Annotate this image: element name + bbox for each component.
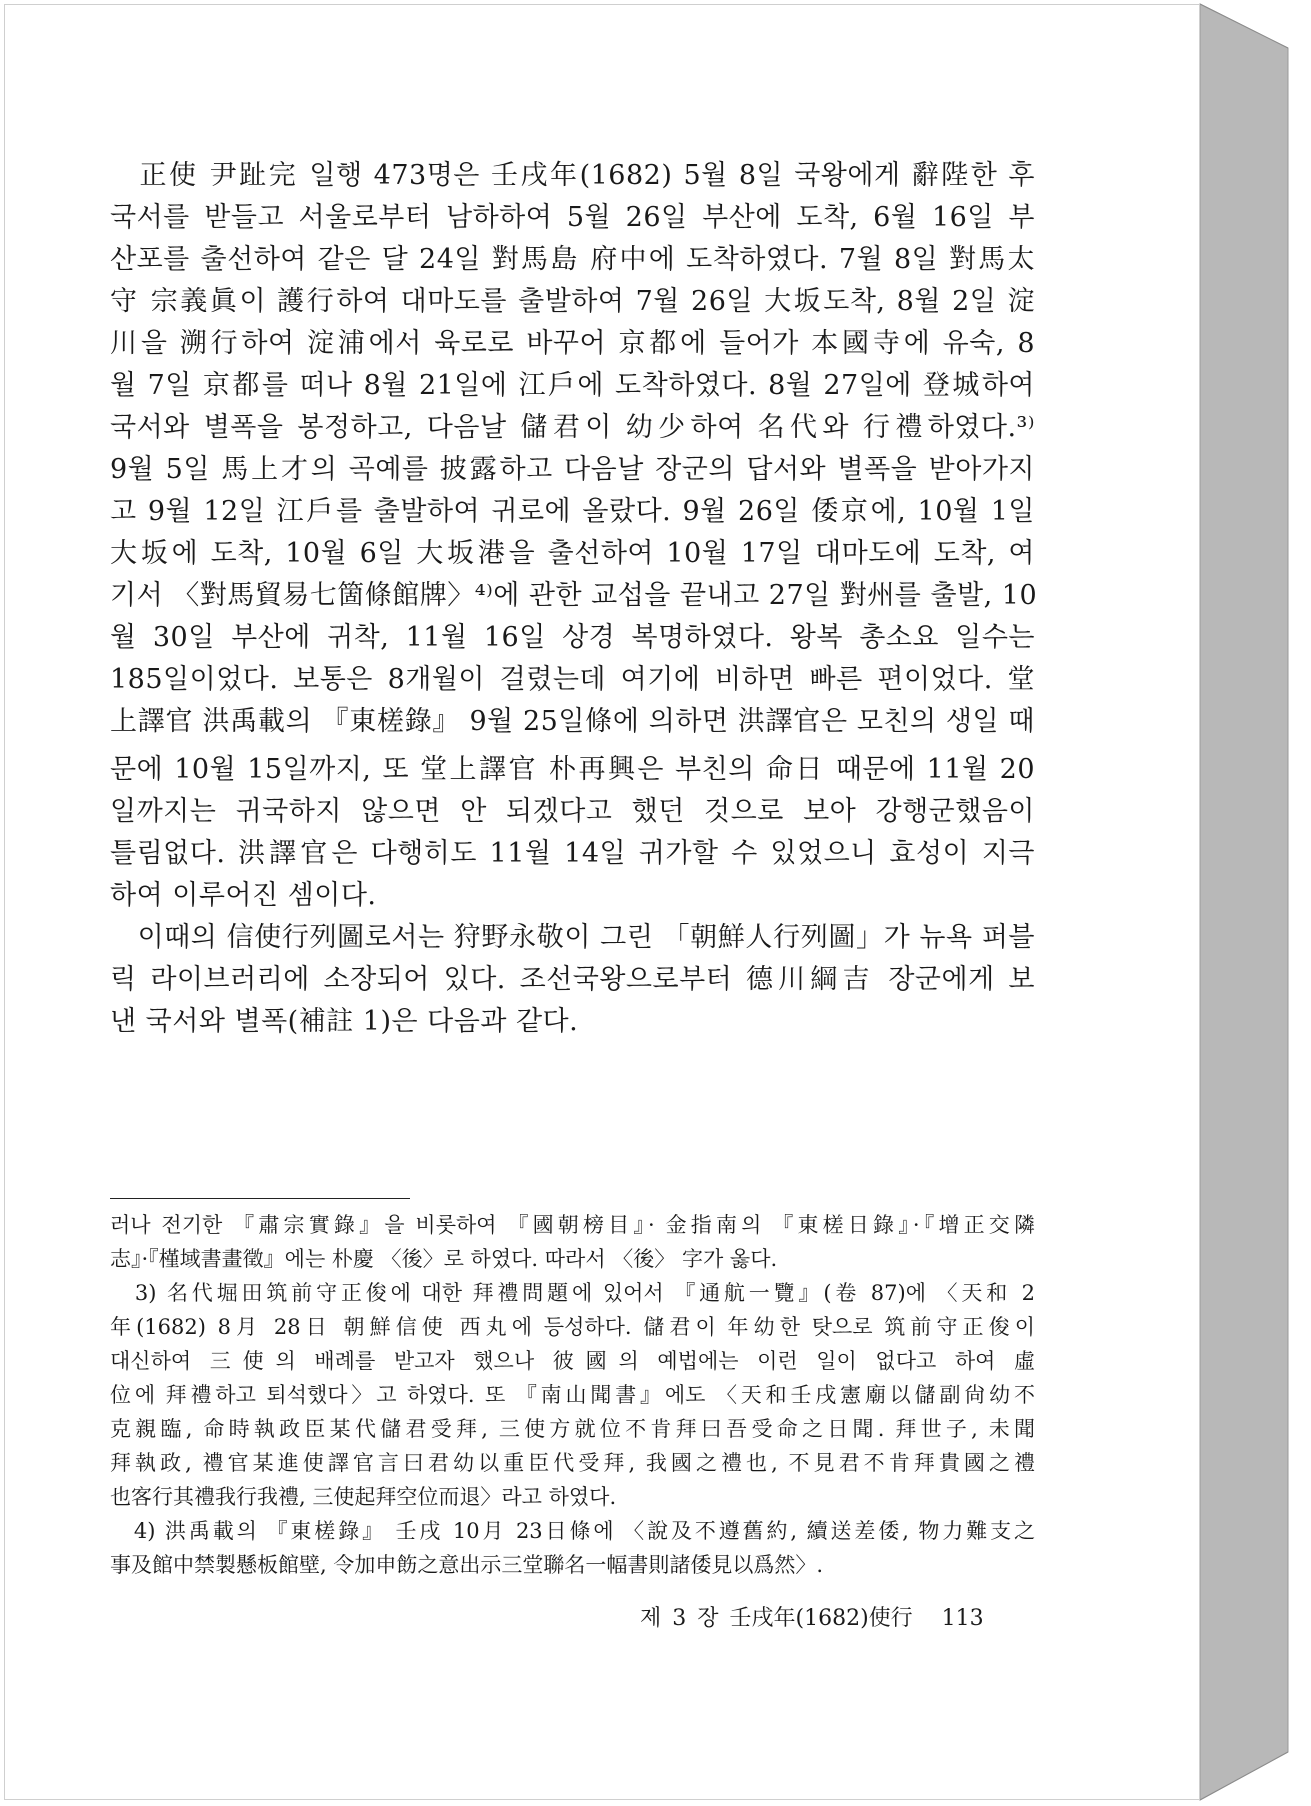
body-line: 국서와 별폭을 봉정하고, 다음날 儲君이 幼少하여 名代와 行禮하였다.³⁾ [110,412,1035,443]
chapter-label: 제 3 장 [640,1606,719,1631]
body-line: 릭 라이브러리에 소장되어 있다. 조선국왕으로부터 德川綱吉 장군에게 보 [110,964,1035,995]
body-line: 이때의 信使行列圖로서는 狩野永敬이 그린 「朝鮮人行列圖」가 뉴욕 퍼블 [110,922,1035,953]
body-line: 틀림없다. 洪譯官은 다행히도 11월 14일 귀가할 수 있었으니 효성이 지극 [110,838,1035,869]
footnote-line: 4) 洪禹載의 『東槎錄』 壬戌 10月 23日條에 〈說及不遵舊約, 續送差倭, 物力難支之 [110,1519,1035,1543]
body-line: 正使 尹趾完 일행 473명은 壬戌年(1682) 5월 8일 국왕에게 辭陛한 후 [110,160,1035,191]
body-line: 월 30일 부산에 귀착, 11월 16일 상경 복명하였다. 왕복 총소요 일수는 [110,622,1035,653]
body-line: 국서를 받들고 서울로부터 남하하여 5월 26일 부산에 도착, 6월 16일 부 [110,202,1035,233]
body-line: 守 宗義眞이 護行하여 대마도를 출발하여 7월 26일 大坂도착, 8월 2일 淀 [110,286,1035,317]
body-line: 하여 이루어진 셈이다. [110,880,377,911]
body-line: 大坂에 도착, 10월 6일 大坂港을 출선하여 10월 17일 대마도에 도착, 여 [110,538,1035,569]
footnote-line: 3) 名代堀田筑前守正俊에 대한 拜禮問題에 있어서 『通航一覽』(卷 87)에 〈天和 2 [110,1281,1035,1305]
footnote-divider [110,1198,410,1199]
running-footer [640,1601,984,1632]
paragraph [110,155,1038,917]
page-number: 113 [941,1606,984,1631]
body-line: 낸 국서와 별폭(補註 1)은 다음과 같다. [110,1006,579,1037]
footnote-line: 位에 拜禮하고 퇴석했다〉고 하였다. 또 『南山聞書』에도 〈天和壬戌憲廟以儲副尙幼不 [110,1383,1035,1407]
body-line: 185일이었다. 보통은 8개월이 걸렸는데 여기에 비하면 빠른 편이었다. 堂 [110,664,1035,695]
body-line: 上譯官 洪禹載의 『東槎錄』 9월 25일條에 의하면 洪譯官은 모친의 생일 때 [110,706,1035,737]
body-line: 기서 〈對馬貿易七箇條館牌〉⁴⁾에 관한 교섭을 끝내고 27일 對州를 출발, 10 [110,580,1038,611]
footnotes [110,1208,1035,1582]
footnote-line: 年(1682) 8月 28日 朝鮮信使 西丸에 등성하다. 儲君이 年幼한 탓으로 筑前守正俊이 [110,1315,1035,1339]
footnote-line: 事及館中禁製懸板館壁, 令加申飭之意出示三堂聯名一幅書則諸倭見以爲然〉. [110,1553,824,1577]
body-line: 川을 溯行하여 淀浦에서 육로로 바꾸어 京都에 들어가 本國寺에 유숙, 8 [110,328,1035,359]
footnote-line: 대신하여 三使의 배례를 받고자 했으나 彼國의 예법에는 이런 일이 없다고 하여 虛 [110,1349,1035,1373]
paragraph [110,917,1035,1043]
body-line: 산포를 출선하여 같은 달 24일 對馬島 府中에 도착하였다. 7월 8일 對馬太 [110,244,1035,275]
body-line: 월 7일 京都를 떠나 8월 21일에 江戶에 도착하였다. 8월 27일에 登城하여 [110,370,1035,401]
body-line: 9월 5일 馬上才의 곡예를 披露하고 다음날 장군의 답서와 별폭을 받아가지 [110,454,1035,485]
body-text [110,155,1038,1043]
body-line: 일까지는 귀국하지 않으면 안 되겠다고 했던 것으로 보아 강행군했음이 [110,796,1035,827]
footnote-line: 也客行其禮我行我禮, 三使起拜空位而退〉라고 하였다. [110,1485,617,1509]
footnote-line: 克親臨, 命時執政臣某代儲君受拜, 三使方就位不肯拜曰吾受命之日聞. 拜世子, 未聞 [110,1417,1035,1441]
footnote-line: 拜執政, 禮官某進使譯官言曰君幼以重臣代受拜, 我國之禮也, 不見君不肯拜貴國之禮 [110,1451,1035,1475]
body-line: 고 9월 12일 江戶를 출발하여 귀로에 올랐다. 9월 26일 倭京에, 10월 1일 [110,496,1035,527]
body-line: 문에 10월 15일까지, 또 堂上譯官 朴再興은 부친의 命日 때문에 11월 20 [110,754,1035,785]
footnote-line: 러나 전기한 『肅宗實錄』을 비롯하여 『國朝榜目』· 金指南의 『東槎日錄』·『增正交隣 [110,1213,1035,1237]
footnote-line: 志』·『槿域書畫徵』에는 朴慶 〈後〉로 하였다. 따라서 〈後〉 字가 옳다. [110,1247,778,1271]
section-title: 壬戌年(1682)使行 [729,1606,913,1631]
